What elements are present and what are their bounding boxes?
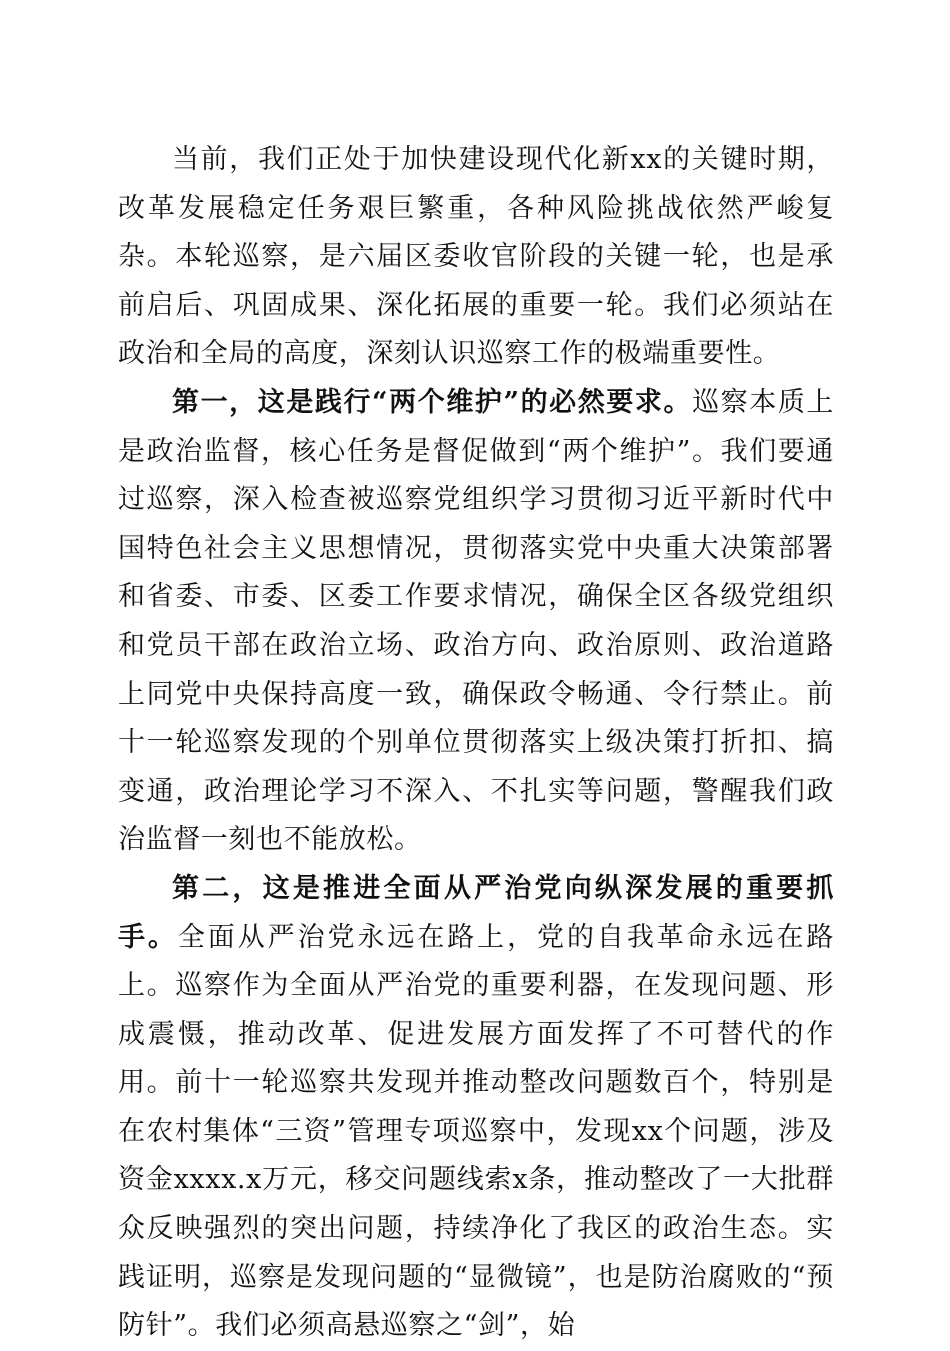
paragraph-text: 全面从严治党永远在路上，党的自我革命永远在路上。巡察作为全面从严治党的重要利器，在发现问题、形成震慑，推动改革、促进发展方面发挥了不可替代的作用。前十一轮巡察共发现并推动整改问题数百个，特别是在农村集体“三资”管理专项巡察中，发现xx个问题，涉及资金xxxx.x万元，移交问题线索x条，推动整改了一大批群众反映强烈的突出问题，持续净化了我区的政治生态。实践证明，巡察是发现问题的“显微镜”，也是防治腐败的“预防针”。我们必须高悬巡察之“剑”，始 (118, 921, 835, 1342)
paragraph-heading: 第二，这是推进全面从严治党向纵深发展的重要抓手。 (118, 872, 834, 953)
paragraph-point-one (118, 379, 834, 865)
paragraph-point-two (118, 865, 834, 1351)
paragraph-context (118, 136, 834, 379)
paragraph-heading: 第一，这是践行“两个维护”的必然要求。 (172, 386, 693, 418)
paragraph-text: 当前，我们正处于加快建设现代化新xx的关键时期，改革发展稳定任务艰巨繁重，各种风险挑战依然严峻复杂。本轮巡察，是六届区委收官阶段的关键一轮，也是承前启后、巩固成果、深化拓展的重要一轮。我们必须站在政治和全局的高度，深刻认识巡察工作的极端重要性。 (118, 144, 834, 370)
paragraph-text: 巡察本质上是政治监督，核心任务是督促做到“两个维护”。我们要通过巡察，深入检查被巡察党组织学习贯彻习近平新时代中国特色社会主义思想情况，贯彻落实党中央重大决策部署和省委、市委、区委工作要求情况，确保全区各级党组织和党员干部在政治立场、政治方向、政治原则、政治道路上同党中央保持高度一致，确保政令畅通、令行禁止。前十一轮巡察发现的个别单位贯彻落实上级决策打折扣、搞变通，政治理论学习不深入、不扎实等问题，警醒我们政治监督一刻也不能放松。 (118, 386, 834, 856)
document-body (118, 136, 834, 1351)
